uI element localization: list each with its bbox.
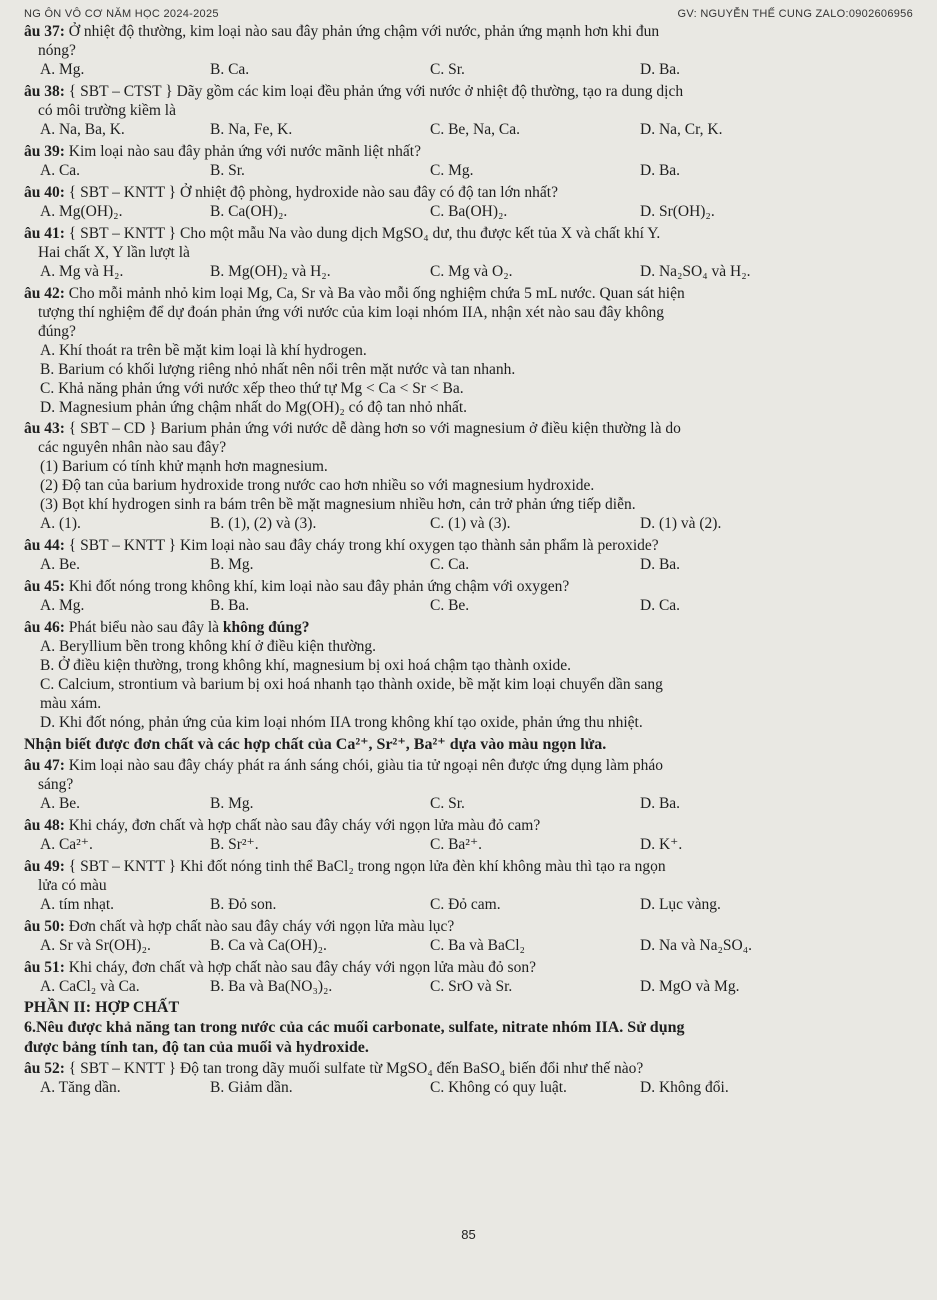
option-b: B. Đỏ son.	[210, 896, 277, 913]
question-44	[24, 536, 913, 575]
q-text: Ở nhiệt độ thường, kim loại nào sau đây phản ứng chậm với nước, phản ứng mạnh hơn khi đun	[68, 23, 660, 40]
option-b: B. Mg.	[210, 795, 254, 812]
option-d: D. Ba.	[640, 795, 681, 812]
option-d: D. (1) và (2).	[640, 515, 722, 532]
q-text: Độ tan trong dãy muối sulfate từ MgSO₄ đến BaSO₄ biến đổi như thế nào?	[180, 1060, 644, 1077]
q-text: Kim loại nào sau đây phản ứng với nước mãnh liệt nhất?	[68, 143, 421, 160]
q-text-2: có môi trường kiềm là	[38, 102, 176, 119]
option-d: D. Na và Na₂SO₄.	[640, 937, 752, 954]
header	[24, 8, 913, 20]
question-49	[24, 857, 913, 915]
question-41	[24, 224, 913, 282]
option-a: A. Khí thoát ra trên bề mặt kim loại là khí hydrogen.	[40, 342, 367, 359]
q-num: âu 47:	[24, 757, 65, 774]
question-40	[24, 183, 913, 222]
header-right: GV: NGUYỄN THẾ CUNG ZALO:0902606956	[677, 8, 913, 20]
question-48	[24, 816, 913, 855]
q-text: Khi đốt nóng trong không khí, kim loại nào sau đây phản ứng chậm với oxygen?	[68, 578, 570, 595]
question-51	[24, 958, 913, 997]
q-text-3: đúng?	[38, 323, 76, 340]
option-a: A. CaCl₂ và Ca.	[40, 978, 140, 995]
q-num: âu 46:	[24, 619, 65, 636]
q-text-2: lửa có màu	[38, 877, 107, 894]
option-c: C. Be, Na, Ca.	[430, 121, 520, 138]
q-tag: { SBT – KNTT }	[68, 537, 177, 554]
q-num: âu 42:	[24, 285, 65, 302]
option-c: C. Không có quy luật.	[430, 1079, 567, 1096]
statement-2: (2) Độ tan của barium hydroxide trong nước cao hơn nhiều so với magnesium hydroxide.	[40, 477, 595, 494]
option-c: C. SrO và Sr.	[430, 978, 513, 995]
option-a: A. Be.	[40, 556, 81, 573]
q-text-bold: không đúng?	[222, 619, 310, 636]
question-45	[24, 577, 913, 616]
option-b: B. Barium có khối lượng riêng nhỏ nhất nên nổi trên mặt nước và tan nhanh.	[40, 361, 516, 378]
page-number: 85	[461, 1227, 476, 1242]
header-left: NG ÔN VÔ CƠ NĂM HỌC 2024-2025	[24, 8, 219, 20]
option-a: A. (1).	[40, 515, 81, 532]
option-c: C. Ba²⁺.	[430, 836, 483, 853]
section-heading-solubility-2: được bảng tính tan, độ tan của muối và hydroxide.	[24, 1039, 369, 1056]
option-a: A. Mg(OH)₂.	[40, 203, 123, 220]
q-num: âu 38:	[24, 83, 65, 100]
q-num: âu 41:	[24, 225, 65, 242]
q-num: âu 50:	[24, 918, 65, 935]
question-52	[24, 1059, 913, 1098]
q-num: âu 51:	[24, 959, 65, 976]
section-heading-solubility: 6.Nêu được khả năng tan trong nước của các muối carbonate, sulfate, nitrate nhóm IIA. Sử dụng	[24, 1019, 685, 1036]
q-text-2: Hai chất X, Y lần lượt là	[38, 244, 190, 261]
option-c: C. Đỏ cam.	[430, 896, 501, 913]
option-b: B. Ba và Ba(NO₃)₂.	[210, 978, 333, 995]
q-tag: { SBT – KNTT }	[68, 184, 177, 201]
option-a: A. tím nhạt.	[40, 896, 115, 913]
question-47	[24, 756, 913, 814]
q-tag: { SBT – KNTT }	[68, 225, 177, 242]
option-a: A. Be.	[40, 795, 81, 812]
option-b: B. (1), (2) và (3).	[210, 515, 317, 532]
option-c-cont: màu xám.	[40, 695, 102, 712]
q-tag: { SBT – KNTT }	[68, 858, 177, 875]
q-text: Cho một mẫu Na vào dung dịch MgSO₄ dư, thu được kết tủa X và chất khí Y.	[180, 225, 661, 242]
option-b: B. Mg(OH)₂ và H₂.	[210, 263, 331, 280]
option-a: A. Mg.	[40, 597, 85, 614]
q-text-2: sáng?	[38, 776, 74, 793]
q-num: âu 44:	[24, 537, 65, 554]
option-b: B. Na, Fe, K.	[210, 121, 293, 138]
q-num: âu 40:	[24, 184, 65, 201]
q-tag: { SBT – CD }	[68, 420, 157, 437]
option-d: D. Sr(OH)₂.	[640, 203, 715, 220]
section-heading-flame: Nhận biết được đơn chất và các hợp chất của Ca²⁺, Sr²⁺, Ba²⁺ dựa vào màu ngọn lửa.	[24, 736, 607, 753]
q-text-2: nóng?	[38, 42, 76, 59]
option-c: C. Ca.	[430, 556, 470, 573]
statement-3: (3) Bọt khí hydrogen sinh ra bám trên bề mặt magnesium nhiều hơn, cản trở phản ứng tiếp diễn.	[40, 496, 636, 513]
option-d: D. Na, Cr, K.	[640, 121, 723, 138]
q-text: Barium phản ứng với nước dễ dàng hơn so với magnesium ở điều kiện thường là do	[160, 420, 681, 437]
option-b: B. Mg.	[210, 556, 254, 573]
q-text: Kim loại nào sau đây cháy phát ra ánh sáng chói, giàu tia tử ngoại nên được ứng dụng làm pháo	[68, 757, 664, 774]
option-d: D. Khi đốt nóng, phản ứng của kim loại nhóm IIA trong không khí tạo oxide, phản ứng thu nhiệt.	[40, 714, 643, 731]
option-d: D. Lục vàng.	[640, 896, 721, 913]
option-c: C. Ba và BaCl₂	[430, 937, 525, 954]
option-b: B. Sr.	[210, 162, 245, 179]
q-text: Cho mỗi mảnh nhỏ kim loại Mg, Ca, Sr và Ba vào mỗi ống nghiệm chứa 5 mL nước. Quan sát hiện	[68, 285, 685, 302]
option-b: B. Ca(OH)₂.	[210, 203, 288, 220]
q-num: âu 45:	[24, 578, 65, 595]
option-c: C. Sr.	[430, 795, 465, 812]
option-b: B. Ba.	[210, 597, 250, 614]
q-text: Ở nhiệt độ phòng, hydroxide nào sau đây có độ tan lớn nhất?	[180, 184, 558, 201]
option-a: A. Na, Ba, K.	[40, 121, 125, 138]
option-a: A. Tăng dần.	[40, 1079, 121, 1096]
question-42	[24, 284, 913, 417]
q-num: âu 37:	[24, 23, 65, 40]
q-tag: { SBT – KNTT }	[68, 1060, 177, 1077]
q-text: Khi cháy, đơn chất và hợp chất nào sau đây cháy với ngọn lửa màu đỏ son?	[68, 959, 536, 976]
q-num: âu 39:	[24, 143, 65, 160]
q-num: âu 49:	[24, 858, 65, 875]
question-39	[24, 142, 913, 181]
option-b: B. Ca và Ca(OH)₂.	[210, 937, 327, 954]
option-c: C. Mg và O₂.	[430, 263, 513, 280]
option-d: D. MgO và Mg.	[640, 978, 740, 995]
option-c: C. (1) và (3).	[430, 515, 511, 532]
option-c: C. Sr.	[430, 61, 465, 78]
statement-1: (1) Barium có tính khử mạnh hơn magnesium.	[40, 458, 328, 475]
q-text: Dãy gồm các kim loại đều phản ứng với nước ở nhiệt độ thường, tạo ra dung dịch	[176, 83, 684, 100]
q-text: Khi đốt nóng tinh thể BaCl₂ trong ngọn lửa đèn khí không màu thì tạo ra ngọn	[180, 858, 666, 875]
option-c: C. Calcium, strontium và barium bị oxi hoá nhanh tạo thành oxide, bề mặt kim loại chuyển dần sang	[40, 676, 663, 693]
q-tag: { SBT – CTST }	[68, 83, 173, 100]
option-c: C. Mg.	[430, 162, 474, 179]
option-a: A. Mg và H₂.	[40, 263, 124, 280]
option-c: C. Khả năng phản ứng với nước xếp theo thứ tự Mg < Ca < Sr < Ba.	[40, 380, 464, 397]
q-text: Kim loại nào sau đây cháy trong khí oxygen tạo thành sản phẩm là peroxide?	[180, 537, 659, 554]
option-d: D. Magnesium phản ứng chậm nhất do Mg(OH)₂ có độ tan nhỏ nhất.	[40, 399, 468, 416]
question-46	[24, 618, 913, 732]
q-num: âu 52:	[24, 1060, 65, 1077]
option-d: D. Ba.	[640, 61, 681, 78]
q-num: âu 48:	[24, 817, 65, 834]
option-d: D. K⁺.	[640, 836, 683, 853]
question-43	[24, 419, 913, 534]
option-d: D. Không đổi.	[640, 1079, 729, 1096]
option-a: A. Ca.	[40, 162, 81, 179]
option-d: D. Ca.	[640, 597, 681, 614]
option-a: A. Ca²⁺.	[40, 836, 93, 853]
option-b: B. Sr²⁺.	[210, 836, 259, 853]
option-d: D. Na₂SO₄ và H₂.	[640, 263, 751, 280]
q-text-2: tượng thí nghiệm để dự đoán phản ứng với nước của kim loại nhóm IIA, nhận xét nào sau đây không	[38, 304, 664, 321]
option-b: B. Ở điều kiện thường, trong không khí, magnesium bị oxi hoá chậm tạo thành oxide.	[40, 657, 572, 674]
option-d: D. Ba.	[640, 162, 681, 179]
option-a: A. Sr và Sr(OH)₂.	[40, 937, 151, 954]
q-text: Đơn chất và hợp chất nào sau đây cháy với ngọn lửa màu lục?	[68, 918, 455, 935]
option-a: A. Mg.	[40, 61, 85, 78]
q-num: âu 43:	[24, 420, 65, 437]
q-text: Phát biểu nào sau đây là	[68, 619, 220, 636]
question-37	[24, 22, 913, 80]
option-b: B. Ca.	[210, 61, 250, 78]
option-c: C. Be.	[430, 597, 470, 614]
q-text: Khi cháy, đơn chất và hợp chất nào sau đây cháy với ngọn lửa màu đỏ cam?	[68, 817, 541, 834]
option-a: A. Beryllium bền trong không khí ở điều kiện thường.	[40, 638, 377, 655]
option-d: D. Ba.	[640, 556, 681, 573]
part-heading: PHẦN II: HỢP CHẤT	[24, 999, 180, 1016]
option-c: C. Ba(OH)₂.	[430, 203, 508, 220]
option-b: B. Giảm dần.	[210, 1079, 293, 1096]
q-text-2: các nguyên nhân nào sau đây?	[38, 439, 227, 456]
question-38	[24, 82, 913, 140]
question-50	[24, 917, 913, 956]
